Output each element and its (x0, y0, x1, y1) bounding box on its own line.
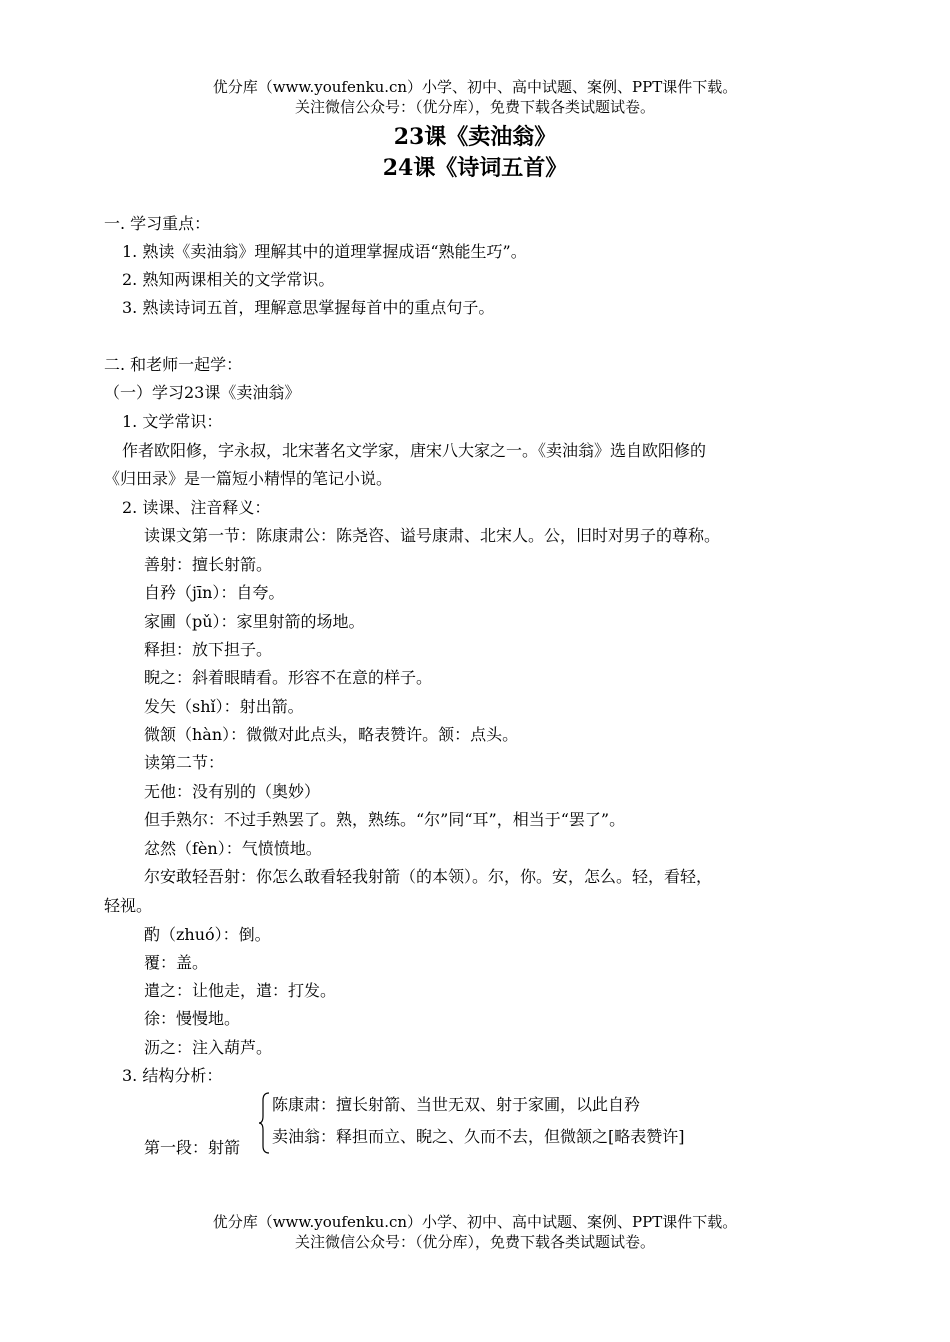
focus-item-2: 2. 熟知两课相关的文学常识。 (122, 270, 335, 289)
note-line: 发矢（shǐ）：射出箭。 (144, 697, 304, 716)
section-2-heading: 二. 和老师一起学： (104, 355, 243, 374)
note-line: 家圃（pǔ）：家里射箭的场地。 (144, 612, 365, 631)
structure-label: 第一段：射箭 (144, 1138, 241, 1157)
reading-heading: 2. 读课、注音释义： (122, 498, 271, 517)
note-line: 但手熟尔：不过手熟罢了。熟，熟练。“尔”同“耳”，相当于“罢了”。 (144, 810, 626, 829)
note-line: 徐：慢慢地。 (144, 1009, 241, 1028)
literature-line-1: 作者欧阳修，字永叔，北宋著名文学家，唐宋八大家之一。《卖油翁》选自欧阳修的 (122, 441, 707, 460)
brace-icon (258, 1092, 270, 1154)
note-line: 忿然（fèn）：气愤愤地。 (144, 839, 322, 858)
note-line: 善射：擅长射箭。 (144, 555, 273, 574)
header-line-1: 优分库（www.youfenku.cn）小学、初中、高中试题、案例、PPT课件下载。 (212, 78, 738, 96)
literature-line-2: 《归田录》是一篇短小精悍的笔记小说。 (104, 469, 393, 488)
note-line: 尔安敢轻吾射：你怎么敢看轻我射箭（的本领）。尔，你。安，怎么。轻，看轻， (144, 867, 713, 886)
structure-branch-1: 陈康肃：擅长射箭、当世无双、射于家圃，以此自矜 (272, 1095, 641, 1114)
note-line: 微颔（hàn）：微微对此点头，略表赞许。颔：点头。 (144, 725, 519, 744)
note-line: 沥之：注入葫芦。 (144, 1038, 273, 1057)
footer-line-1: 优分库（www.youfenku.cn）小学、初中、高中试题、案例、PPT课件下载。 (212, 1213, 738, 1231)
note-line-wrap: 轻视。 (104, 896, 153, 915)
section-1-heading: 一. 学习重点： (104, 214, 211, 233)
note-line: 读课文第一节：陈康肃公：陈尧咨、谥号康肃、北宋人。公，旧时对男子的尊称。 (144, 526, 721, 545)
subsection-1-heading: （一）学习23课《卖油翁》 (104, 383, 301, 402)
header-line-2: 关注微信公众号：（优分库），免费下载各类试题试卷。 (294, 98, 655, 116)
focus-item-3: 3. 熟读诗词五首，理解意思掌握每首中的重点句子。 (122, 298, 495, 317)
literature-heading: 1. 文学常识： (122, 412, 223, 431)
note-line: 酌（zhuó）：倒。 (144, 925, 271, 944)
note-line: 无他：没有别的（奥妙） (144, 782, 321, 801)
focus-item-1: 1. 熟读《卖油翁》理解其中的道理掌握成语“熟能生巧”。 (122, 242, 527, 261)
note-line: 覆：盖。 (144, 953, 209, 972)
note-line: 遣之：让他走，遣：打发。 (144, 981, 337, 1000)
note-line: 睨之：斜着眼睛看。形容不在意的样子。 (144, 668, 433, 687)
note-line: 读第二节： (144, 753, 225, 772)
note-line: 自矜（jīn）：自夸。 (144, 583, 285, 602)
note-line: 释担：放下担子。 (144, 640, 273, 659)
lesson-23-title: 23课《卖油翁》 (393, 124, 557, 150)
structure-heading: 3. 结构分析： (122, 1066, 223, 1085)
structure-branch-2: 卖油翁：释担而立、睨之、久而不去，但微颔之[略表赞许] (272, 1127, 685, 1146)
footer-line-2: 关注微信公众号：（优分库），免费下载各类试题试卷。 (294, 1233, 655, 1251)
lesson-24-title: 24课《诗词五首》 (382, 155, 568, 181)
